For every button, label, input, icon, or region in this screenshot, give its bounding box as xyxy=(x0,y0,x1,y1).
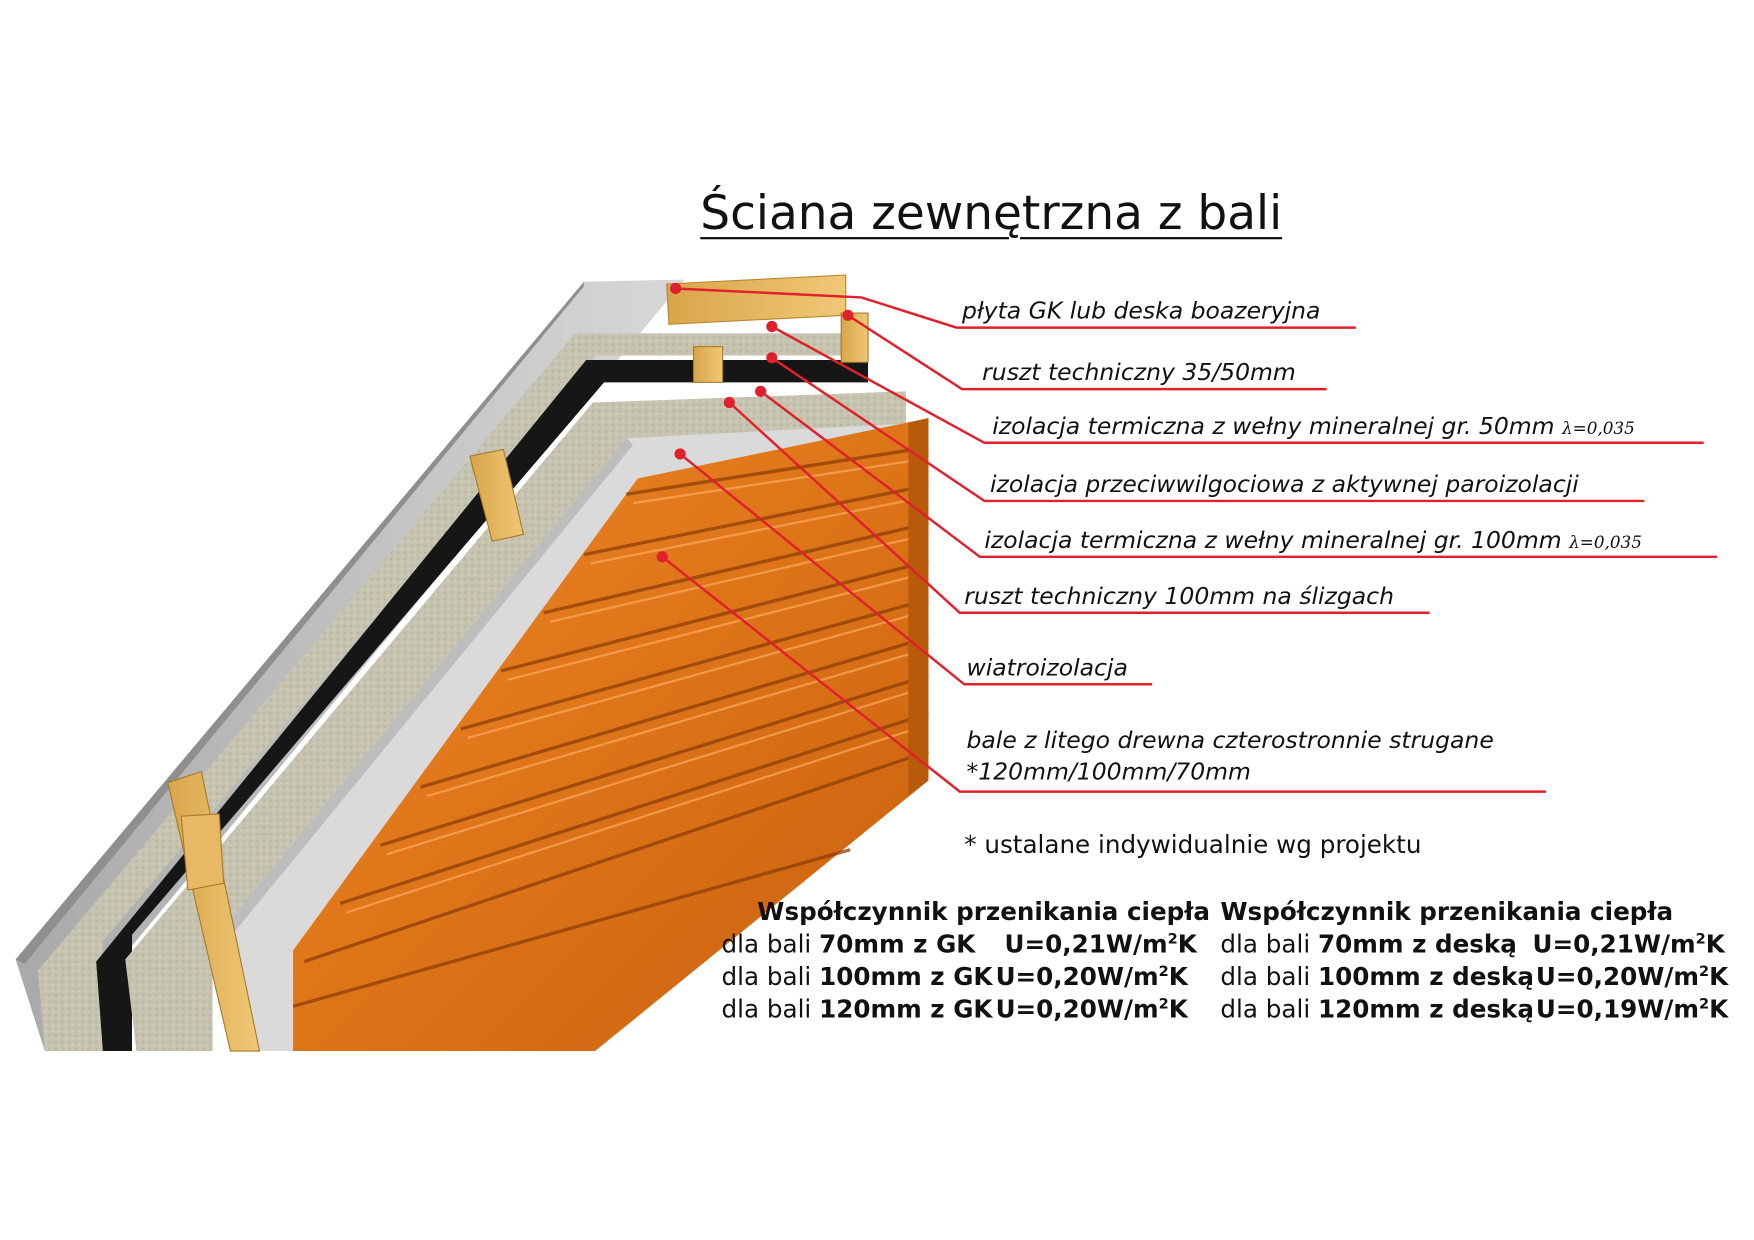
label-bale xyxy=(966,725,1493,788)
label-welna100-text: izolacja termiczna z wełny mineralnej gr. 100mm xyxy=(984,526,1562,554)
label-plyta xyxy=(962,295,1320,326)
label-welna50-text: izolacja termiczna z wełny mineralnej gr. 50mm xyxy=(992,412,1555,440)
batten-100-c xyxy=(181,814,224,890)
label-ruszt100-text: ruszt techniczny 100mm na ślizgach xyxy=(964,582,1394,610)
label-bale-line2: *120mm/100mm/70mm xyxy=(966,758,1251,785)
label-welna100-lambda: λ=0,035 xyxy=(1569,532,1642,553)
label-welna50 xyxy=(992,410,1635,444)
label-ruszt35 xyxy=(982,357,1296,388)
top-board xyxy=(667,275,846,324)
label-welna50-lambda: λ=0,035 xyxy=(1562,418,1635,439)
coef-row: dla bali 100mm z GK $U=0,20W/m^2K$ xyxy=(721,963,1188,992)
coef-row: dla bali 120mm z deską $U=0,19W/m^2K$ xyxy=(1220,996,1729,1025)
coefficients-deska-heading: Współczynnik przenikania ciepła xyxy=(1220,898,1674,927)
diagram-title: Ściana zewnętrzna z bali xyxy=(700,185,1283,241)
label-wiatroizolacja xyxy=(966,652,1127,683)
label-ruszt35-text: ruszt techniczny 35/50mm xyxy=(982,358,1296,386)
coefficients-gk xyxy=(722,897,1214,1027)
label-plyta-text: płyta GK lub deska boazeryjna xyxy=(962,297,1321,325)
label-welna100 xyxy=(984,524,1642,558)
coef-row: dla bali 70mm z GK $U=0,21W/m^2K$ xyxy=(721,931,1197,960)
coefficients-gk-heading: Współczynnik przenikania ciepła xyxy=(757,898,1211,927)
label-bale-line1: bale z litego drewna czterostronnie strugane xyxy=(966,726,1494,754)
batten-35-a xyxy=(694,347,723,383)
coef-row: dla bali 100mm z deską $U=0,20W/m^2K$ xyxy=(1220,963,1729,992)
footnote: * ustalane indywidualnie wg projektu xyxy=(964,831,1422,860)
coefficients-deska xyxy=(1220,897,1746,1027)
label-wiatroizolacja-text: wiatroizolacja xyxy=(966,654,1128,681)
label-paroizolacja xyxy=(990,468,1579,499)
label-ruszt100 xyxy=(964,580,1394,611)
coef-row: dla bali 70mm z deską $U=0,21W/m^2K$ xyxy=(1220,931,1725,960)
coef-row: dla bali 120mm z GK $U=0,20W/m^2K$ xyxy=(721,996,1188,1025)
label-paroizolacja-text: izolacja przeciwwilgociowa z aktywnej paroizolacji xyxy=(989,470,1579,498)
